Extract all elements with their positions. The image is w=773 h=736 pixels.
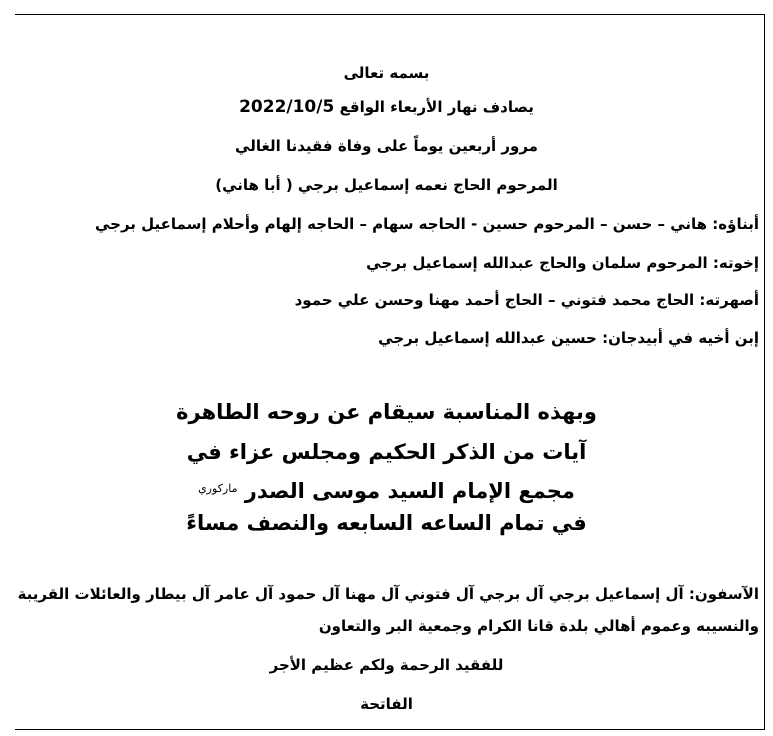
occasion-line: مرور أربعين يوماً على وفاة فقيدنا الغالي: [235, 137, 538, 155]
ceremony-line-4: في تمام الساعه السابعه والنصف مساءً: [186, 511, 587, 535]
day-text: يصادف نهار الأربعاء الواقع: [339, 98, 534, 116]
nephew-line: إبن أخيه في أبيدجان: حسين عبدالله إسماعيل برجي: [378, 329, 759, 347]
ceremony-line-2: آيات من الذكر الحكيم ومجلس عزاء في: [186, 440, 587, 464]
mourners-line-1: الآسفون: آل إسماعيل برجي آل برجي آل فتوني آل مهنا آل حمود آل عامر آل بيطار والعائلات القريبة: [17, 585, 759, 603]
fatiha: الفاتحة: [360, 695, 413, 713]
sons-line: أبناؤه: هاني – حسن – المرحوم حسين - الحاجه سهام – الحاجه إلهام وأحلام إسماعيل برجي: [94, 215, 759, 233]
venue-name: مجمع الإمام السيد موسى الصدر: [244, 479, 575, 503]
basmala: بسمه تعالى: [343, 64, 430, 82]
date: 2022/10/5: [239, 97, 335, 117]
deceased-name: المرحوم الحاج نعمه إسماعيل برجي ( أبا هاني): [215, 176, 558, 194]
venue-area: ماركوري: [198, 482, 238, 495]
brothers-line: إخوته: المرحوم سلمان والحاج عبدالله إسماعيل برجي: [366, 254, 759, 272]
day-line: [0, 97, 773, 117]
ceremony-line-3: [0, 474, 773, 506]
ceremony-line-1: وبهذه المناسبة سيقام عن روحه الطاهرة: [176, 400, 597, 424]
mourners-line-2: والنسيبه وعموم أهالي بلدة قانا الكرام وجمعية البر والتعاون: [318, 617, 759, 635]
in-laws-line: أصهرته: الحاج محمد فتوني – الحاج أحمد مهنا وحسن علي حمود: [294, 291, 759, 309]
condolence-prayer: للفقيد الرحمة ولكم عظيم الأجر: [269, 656, 504, 674]
